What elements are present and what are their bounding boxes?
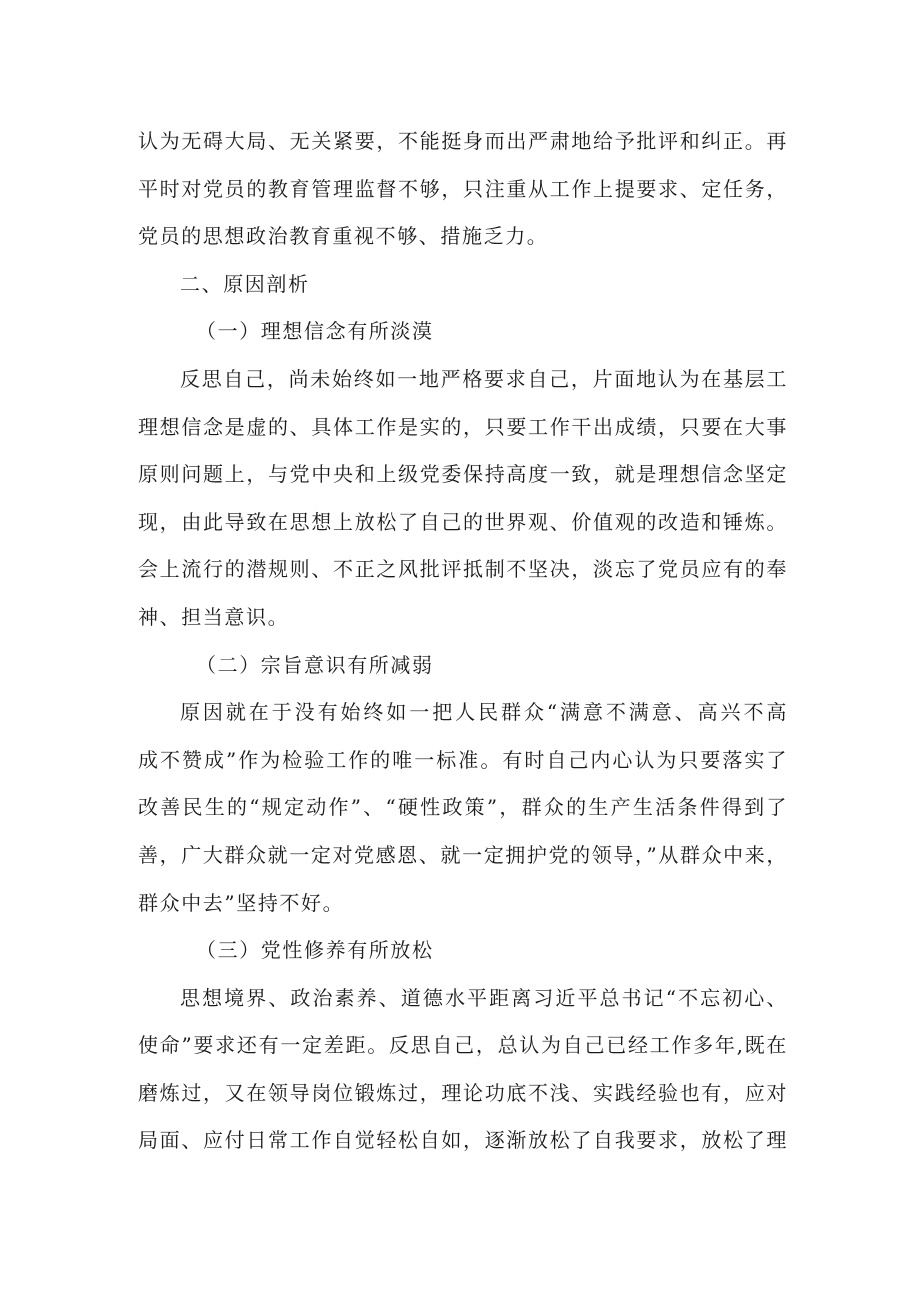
body-line: 群众中去”坚持不好。 xyxy=(138,890,345,915)
body-line: 善，广大群众就一定对党感恩、就一定拥护党的领导，”从群众中来， xyxy=(138,842,788,867)
body-line: 思想境界、政治素养、道德水平距离习近平总书记“不忘初心、 xyxy=(180,985,788,1010)
section-heading: 二、原因剖析 xyxy=(180,271,310,296)
body-line: 磨炼过，又在领导岗位锻炼过，理论功底不浅、实践经验也有，应对 xyxy=(138,1080,788,1105)
body-line: 局面、应付日常工作自觉轻松自如，逐渐放松了自我要求，放松了理 xyxy=(138,1128,788,1153)
body-line: 现，由此导致在思想上放松了自己的世界观、价值观的改造和锤炼。 xyxy=(138,509,788,534)
document-body xyxy=(138,118,788,1165)
body-line: 理想信念是虚的、具体工作是实的，只要工作干出成绩，只要在大事 xyxy=(138,414,788,439)
body-line: 神、担当意识。 xyxy=(138,604,290,629)
body-line: 认为无碍大局、无关紧要，不能挺身而出严肃地给予批评和纠正。再 xyxy=(138,129,788,153)
body-line: 会上流行的潜规则、不正之风批评抵制不坚决，淡忘了党员应有的奉 xyxy=(138,557,788,582)
body-line: 原因就在于没有始终如一把人民群众“满意不满意、高兴不高 xyxy=(180,700,788,725)
subsection-heading: （三）党性修养有所放松 xyxy=(196,938,434,963)
body-line: 使命”要求还有一定差距。反思自己，总认为自己已经工作多年,既在 xyxy=(138,1033,788,1058)
body-line: 改善民生的“规定动作”、“硬性政策”，群众的生产生活条件得到了 xyxy=(138,795,788,820)
body-line: 原则问题上，与党中央和上级党委保持高度一致，就是理想信念坚定 xyxy=(138,462,788,487)
body-line: 平时对党员的教育管理监督不够，只注重从工作上提要求、定任务， xyxy=(138,176,788,201)
body-line: 成不赞成”作为检验工作的唯一标准。有时自己内心认为只要落实了 xyxy=(138,747,788,772)
subsection-heading: （二）宗旨意识有所减弱 xyxy=(196,652,434,677)
subsection-heading: （一）理想信念有所淡漠 xyxy=(196,319,434,344)
body-line: 反思自己，尚未始终如一地严格要求自己，片面地认为在基层工 xyxy=(180,366,788,391)
body-line: 党员的思想政治教育重视不够、措施乏力。 xyxy=(138,224,549,249)
